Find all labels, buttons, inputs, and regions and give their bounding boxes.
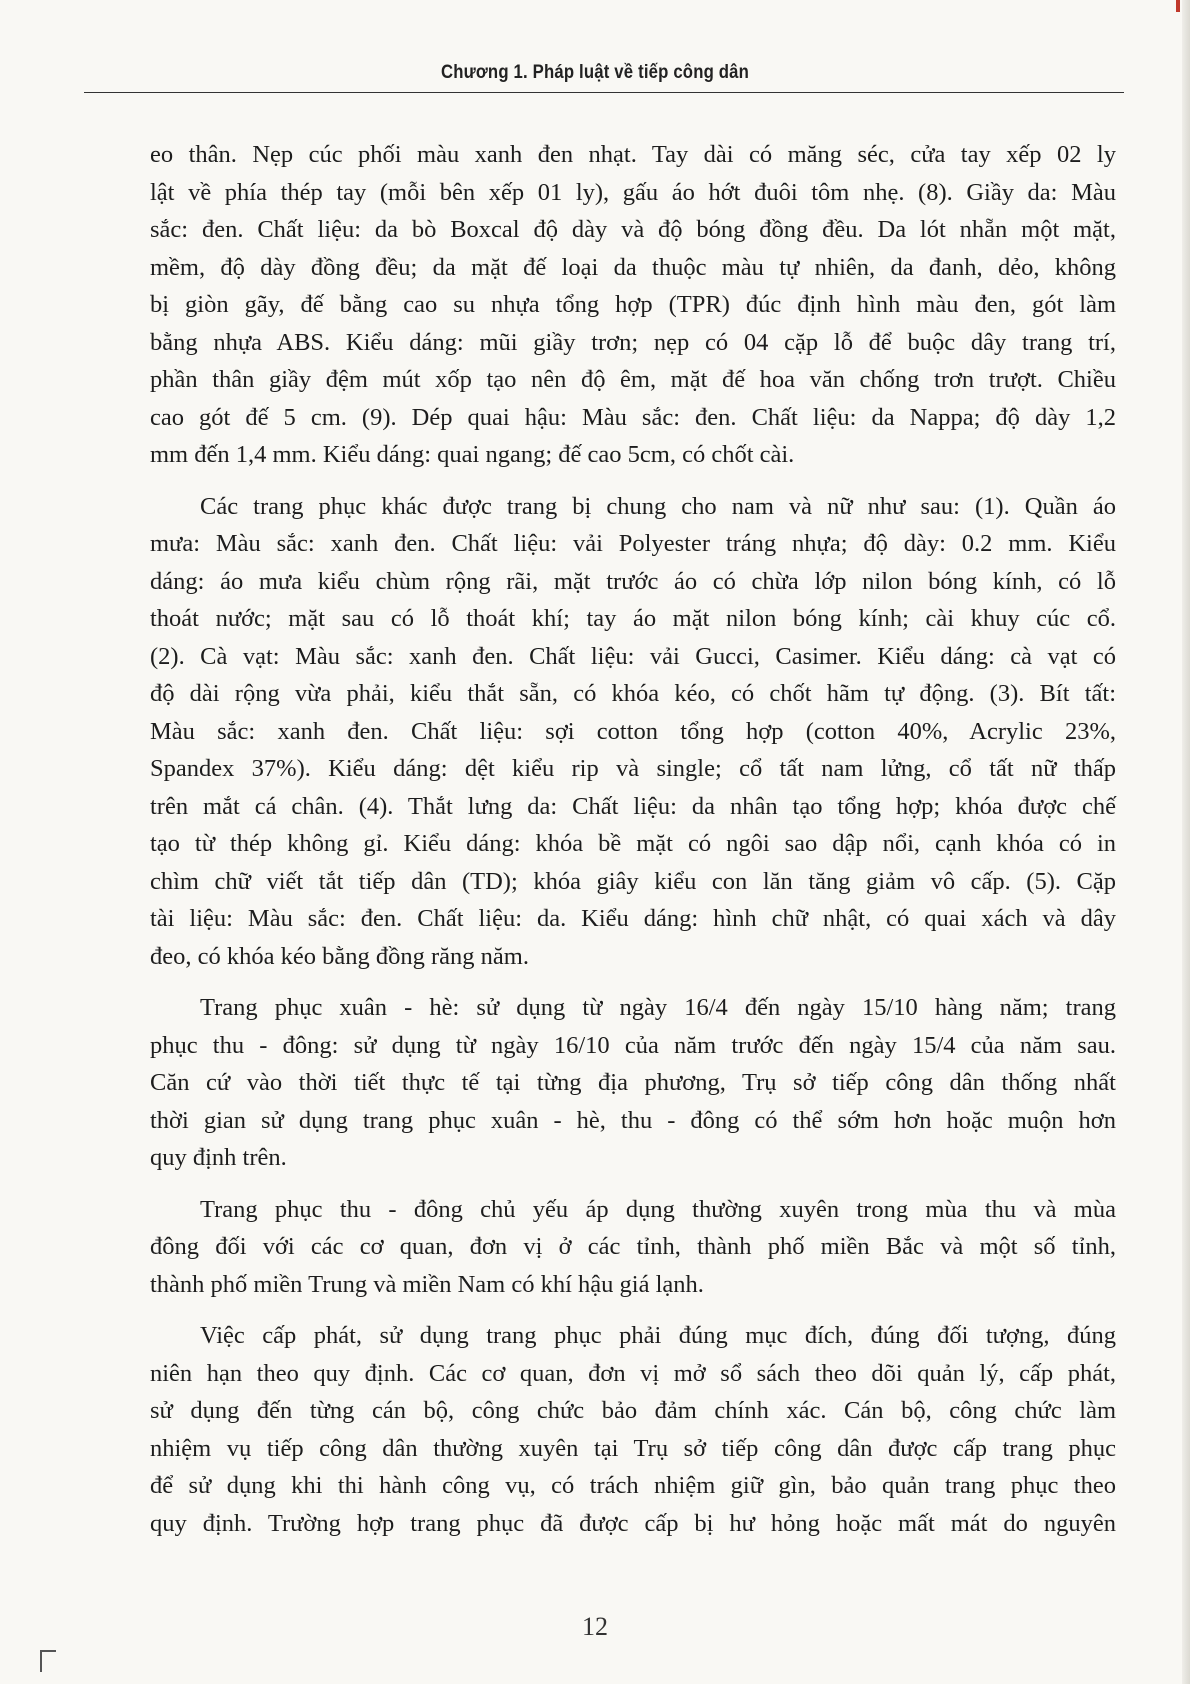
text-line: đông đối với các cơ quan, đơn vị ở các tỉnh, thành phố miền Bắc và một số tỉnh,: [150, 1233, 1116, 1260]
paragraph: [150, 1191, 1116, 1304]
text-line: Spandex 37%). Kiểu dáng: dệt kiểu rip và single; cổ tất nam lửng, cổ tất nữ thấp: [150, 755, 1116, 782]
page-edge-shadow: [1182, 0, 1190, 1684]
text-line: niên hạn theo quy định. Các cơ quan, đơn vị mở sổ sách theo dõi quản lý, cấp phát,: [150, 1359, 1116, 1387]
page-edge-mark: [1176, 0, 1180, 12]
text-line: mm đến 1,4 mm. Kiểu dáng: quai ngang; đế cao 5cm, có chốt cài.: [150, 441, 795, 468]
text-line: Màu sắc: xanh đen. Chất liệu: sợi cotton tổng hợp (cotton 40%, Acrylic 23%,: [150, 717, 1116, 745]
text-line: sử dụng đến từng cán bộ, công chức bảo đảm chính xác. Cán bộ, công chức làm: [150, 1397, 1116, 1424]
text-line: phần thân giầy đệm mút xốp tạo nên độ êm, mặt đế hoa văn chống trơn trượt. Chiều: [150, 366, 1116, 393]
page-body: [150, 136, 1116, 1542]
paragraph: [150, 989, 1116, 1177]
text-line: phục thu - đông: sử dụng từ ngày 16/10 của năm trước đến ngày 15/4 của năm sau.: [150, 1031, 1116, 1059]
running-header-title: Chương 1. Pháp luật về tiếp công dân: [440, 62, 750, 83]
paragraph: [150, 136, 1116, 474]
text-line: nhiệm vụ tiếp công dân thường xuyên tại Trụ sở tiếp công dân được cấp trang phục: [150, 1434, 1116, 1462]
text-line: thời gian sử dụng trang phục xuân - hè, thu - đông có thể sớm hơn hoặc muộn hơn: [150, 1106, 1116, 1134]
corner-crop-mark: [40, 1650, 56, 1672]
text-line: Trang phục thu - đông chủ yếu áp dụng thường xuyên trong mùa thu và mùa: [200, 1195, 1116, 1223]
text-line: sắc: đen. Chất liệu: da bò Boxcal độ dày và độ bóng đồng đều. Da lót nhẵn một mặt,: [150, 216, 1116, 243]
text-line: thành phố miền Trung và miền Nam có khí hậu giá lạnh.: [150, 1270, 704, 1298]
text-line: Việc cấp phát, sử dụng trang phục phải đúng mục đích, đúng đối tượng, đúng: [200, 1322, 1116, 1349]
paragraph: [150, 1317, 1116, 1542]
text-line: mềm, độ dày đồng đều; da mặt đế loại da thuộc màu tự nhiên, da đanh, dẻo, không: [150, 253, 1116, 281]
text-line: Căn cứ vào thời tiết thực tế tại từng địa phương, Trụ sở tiếp công dân thống nhất: [150, 1069, 1116, 1096]
text-line: quy định. Trường hợp trang phục đã được cấp bị hư hỏng hoặc mất mát do nguyên: [150, 1509, 1116, 1537]
header-rule: [84, 92, 1124, 93]
text-line: mưa: Màu sắc: xanh đen. Chất liệu: vải Polyester tráng nhựa; độ dày: 0.2 mm. Kiểu: [150, 530, 1116, 557]
text-line: bị giòn gãy, đế bằng cao su nhựa tổng hợp (TPR) đúc định hình màu đen, gót làm: [150, 291, 1116, 318]
text-line: tài liệu: Màu sắc: đen. Chất liệu: da. Kiểu dáng: hình chữ nhật, có quai xách và dây: [150, 905, 1116, 932]
text-line: thoát nước; mặt sau có lỗ thoát khí; tay áo mặt nilon bóng kính; cài khuy cúc cổ.: [150, 605, 1116, 632]
text-line: (2). Cà vạt: Màu sắc: xanh đen. Chất liệu: vải Gucci, Casimer. Kiểu dáng: cà vạt có: [150, 642, 1116, 670]
text-line: cao gót đế 5 cm. (9). Dép quai hậu: Màu sắc: đen. Chất liệu: da Nappa; độ dày 1,2: [150, 403, 1116, 431]
text-line: quy định trên.: [150, 1144, 287, 1171]
text-line: đeo, có khóa kéo bằng đồng răng năm.: [150, 942, 529, 970]
text-line: chìm chữ viết tắt tiếp dân (TD); khóa giây kiểu con lăn tăng giảm vô cấp. (5). Cặp: [150, 867, 1116, 895]
text-line: độ dài rộng vừa phải, kiểu thắt sẵn, có khóa kéo, có chốt hãm tự động. (3). Bít tất:: [150, 680, 1116, 707]
text-line: eo thân. Nẹp cúc phối màu xanh đen nhạt. Tay dài có măng séc, cửa tay xếp 02 ly: [150, 141, 1116, 168]
text-line: để sử dụng khi thi hành công vụ, có trách nhiệm giữ gìn, bảo quản trang phục theo: [150, 1472, 1116, 1499]
text-line: Trang phục xuân - hè: sử dụng từ ngày 16/4 đến ngày 15/10 hàng năm; trang: [200, 994, 1116, 1021]
text-line: dáng: áo mưa kiểu chùm rộng rãi, mặt trước áo có chừa lớp nilon bóng kính, có lỗ: [150, 567, 1116, 595]
text-line: lật về phía thép tay (mỗi bên xếp 01 ly), gấu áo hớt đuôi tôm nhẹ. (8). Giầy da: Màu: [150, 178, 1116, 206]
text-line: Các trang phục khác được trang bị chung cho nam và nữ như sau: (1). Quần áo: [200, 492, 1116, 520]
page-number: 12: [582, 1612, 608, 1641]
text-line: trên mắt cá chân. (4). Thắt lưng da: Chất liệu: da nhân tạo tổng hợp; khóa được chế: [150, 792, 1116, 820]
text-line: bằng nhựa ABS. Kiểu dáng: mũi giầy trơn; nẹp có 04 cặp lỗ để buộc dây trang trí,: [150, 328, 1116, 356]
paragraph: [150, 488, 1116, 976]
text-line: tạo từ thép không gỉ. Kiểu dáng: khóa bề mặt có ngôi sao dập nổi, cạnh khóa có in: [150, 830, 1116, 857]
